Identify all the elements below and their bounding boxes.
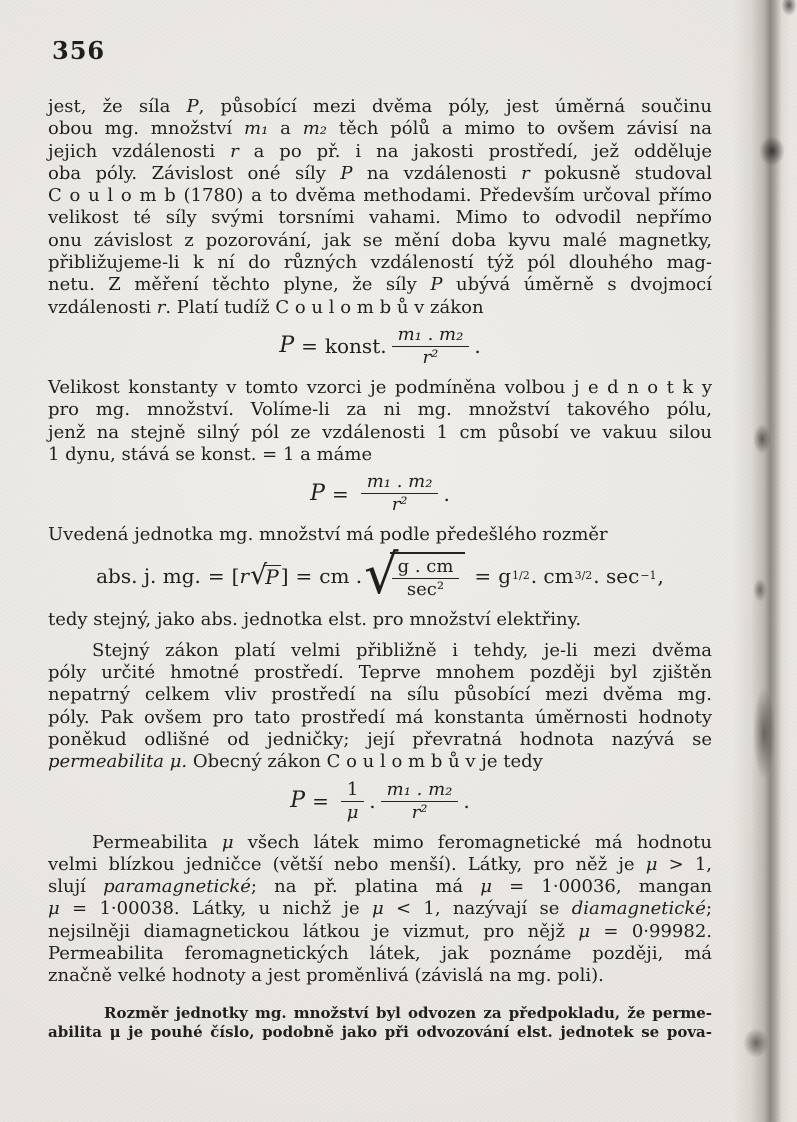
- cm-unit: . cm: [530, 564, 574, 589]
- text-segment: Permeabilita feromagnetických látek, jak poznáme později, má: [48, 943, 712, 965]
- abs-unit-label: abs. j. mg.: [96, 564, 201, 589]
- sqrt-radical: √ $\frac{g . cm}{\text{sec²}}$: [364, 552, 465, 600]
- text-segment: = 0·99982.: [590, 920, 712, 942]
- text-segment: abilita μ je pouhé číslo, podobně jako při odvozování elst. jednotek se pova-: [48, 1023, 712, 1042]
- text-line: [48, 252, 712, 274]
- text-line: [48, 684, 712, 706]
- text-line: [48, 185, 712, 207]
- text-segment: r: [230, 140, 239, 162]
- text-segment: netu. Z měření těchto plyne, že síly: [48, 274, 431, 296]
- math-fraction: $\frac{\text{m₁ . m₂}}{\text{r²}}$: [381, 780, 459, 823]
- text-segment: ubývá úměrně s dvojmocí: [442, 274, 712, 296]
- text-segment: diamagnetické: [571, 898, 706, 920]
- formula-coulomb-law-konst: [48, 325, 712, 368]
- text-line: [48, 751, 712, 773]
- text-line: [48, 854, 712, 876]
- text-segment: ;: [705, 898, 713, 920]
- text-line: [48, 943, 712, 965]
- period: .: [463, 788, 470, 813]
- text-line: [48, 207, 712, 229]
- text-line: [48, 832, 712, 854]
- text-line: [48, 377, 712, 399]
- text-line: [48, 141, 712, 163]
- text-segment: velikost té síly svými torsními vahami. Mimo to odvodil nepřímo: [48, 207, 712, 229]
- text-segment: slují: [48, 876, 104, 898]
- text-segment: a: [268, 118, 303, 140]
- text-segment: μ: [371, 898, 384, 920]
- text-segment: m₁: [244, 118, 269, 140]
- formula-unit-dimension: abs. j. mg. = [ r √ P ] = cm . √ $\frac{g . cm}{\text{sec²}}$ = g 1/2 . cm 3/2 . sec −1 ,: [96, 543, 664, 607]
- text-segment: Rozměr jednotky mg. množství byl odvozen za předpokladu, že perme-: [104, 1003, 712, 1022]
- text-segment: jenž na stejně silný pól ze vzdálenosti 1 cm působí ve vakuu silou: [48, 421, 712, 443]
- text-line: [48, 96, 712, 118]
- text-segment: μ: [578, 920, 591, 942]
- paragraph-permeability-values: [48, 832, 712, 988]
- text-segment: = 1·00038. Látky, u nichž je: [59, 898, 372, 920]
- text-segment: C o u l o m b (1780) a to dvěma methodami. Především určoval přímo: [48, 185, 712, 207]
- equals-sign: =: [474, 564, 492, 589]
- text-line: [48, 444, 712, 466]
- text-segment: μ: [645, 853, 658, 875]
- text-line: [48, 662, 712, 684]
- cm-factor: cm .: [319, 564, 363, 589]
- multiplication-dot: .: [369, 788, 376, 813]
- paragraph-dimension-note: [48, 609, 712, 631]
- text-line: [48, 297, 712, 319]
- text-segment: póly. Pak ovšem pro tato prostředí má konstanta úměrnosti hodnoty: [48, 706, 712, 728]
- text-segment: , působící mezi dvěma póly, jest úměrná součinu: [198, 96, 712, 117]
- r-symbol: r: [239, 564, 249, 589]
- gram-unit: g: [498, 564, 511, 589]
- math-fraction: $\frac{g . cm}{\text{sec²}}$: [392, 557, 460, 600]
- text-segment: r: [156, 296, 166, 318]
- text-line: [48, 729, 712, 751]
- text-segment: Obecný zákon C o u l o m b ů v je tedy: [187, 751, 543, 773]
- text-segment: vzdálenosti: [48, 296, 157, 318]
- force-symbol: P: [290, 787, 306, 813]
- text-segment: Uvedená jednotka mg. množství má podle předešlého rozměr: [48, 524, 608, 546]
- formula-general-coulomb-law: [48, 780, 712, 823]
- text-line: [48, 163, 712, 185]
- text-segment: poněkud odlišné od jedničky; její převratná hodnota nazývá se: [48, 728, 712, 750]
- force-symbol: P: [279, 333, 295, 359]
- text-line: [48, 1004, 712, 1024]
- paragraph-medium-influence: [48, 640, 712, 774]
- text-segment: P: [430, 274, 443, 296]
- text-segment: přibližujeme-li k ní do různých vzdáleností týž pól dlouhého mag-: [48, 252, 712, 274]
- text-segment: ; na př. platina má: [250, 876, 481, 898]
- sqrt-argument: P: [265, 564, 279, 589]
- text-line: [48, 274, 712, 296]
- text-segment: jest, že síla: [48, 96, 187, 117]
- text-segment: P: [340, 162, 353, 184]
- exponent: −1: [640, 569, 657, 583]
- text-segment: μ: [221, 831, 234, 853]
- equals-sign: =: [301, 334, 318, 359]
- text-segment: značně velké hodnoty a jest proměnlivá (závislá na mg. poli).: [48, 965, 604, 987]
- text-line: [48, 609, 712, 631]
- text-segment: a po př. i na jakosti prostředí, jež odděluje: [238, 140, 712, 162]
- text-segment: μ: [480, 876, 492, 898]
- sec-unit: . sec: [593, 564, 640, 589]
- text-line: [48, 1023, 712, 1043]
- math-fraction-one-over-mu: $\frac{1}{\mu}$: [341, 780, 364, 823]
- page-number: 356: [52, 36, 106, 65]
- text-segment: nejsilněji diamagnetickou látkou je vizmut, pro nějž: [48, 920, 579, 942]
- paragraph-unit-choice: [48, 377, 712, 466]
- radical-vinculum: [390, 552, 466, 600]
- text-segment: > 1,: [657, 853, 713, 875]
- text-segment: všech látek mimo feromagnetické má hodnotu: [233, 831, 712, 853]
- text-line: [48, 898, 712, 920]
- book-spine-crease: [733, 0, 797, 1122]
- text-segment: oba póly. Závislost oné síly: [48, 162, 341, 184]
- text-segment: onu závislost z pozorování, jak se mění doba kyvu malé magnetky,: [48, 229, 712, 251]
- equals-sign: =: [295, 564, 313, 589]
- text-segment: jejich vzdálenosti: [48, 140, 231, 162]
- text-segment: P: [186, 96, 199, 117]
- konst-label: konst.: [324, 334, 387, 359]
- text-segment: < 1, nazývají se: [383, 898, 572, 920]
- open-bracket: [: [231, 564, 240, 589]
- equals-sign: =: [207, 564, 225, 589]
- period: .: [443, 481, 450, 506]
- text-segment: tedy stejný, jako abs. jednotka elst. pro množství elektřiny.: [48, 609, 582, 631]
- text-line: [48, 707, 712, 729]
- text-segment: těch pólů a mimo to ovšem závisí na: [327, 118, 712, 140]
- text-segment: Velikost konstanty v tomto vzorci je podmíněna volbou j e d n o t k y: [48, 376, 712, 398]
- equals-sign: =: [312, 788, 329, 813]
- text-line: [48, 640, 712, 662]
- text-segment: obou mg. množství: [48, 118, 245, 140]
- paragraph-footnote-petit: [48, 1004, 712, 1043]
- math-fraction: $\frac{\text{m₁ . m₂}}{\text{r²}}$: [361, 472, 439, 515]
- text-segment: r: [521, 162, 530, 184]
- exponent: 3/2: [574, 569, 593, 583]
- exponent: 1/2: [512, 569, 530, 583]
- text-line: [48, 422, 712, 444]
- text-segment: paramagnetické: [103, 876, 251, 898]
- equals-sign: =: [331, 481, 349, 506]
- text-segment: 1 dynu, stává se konst. = 1 a máme: [48, 443, 373, 465]
- text-segment: m₂: [302, 118, 328, 140]
- period: .: [474, 334, 481, 359]
- text-segment: pro mg. množství. Volíme-li za ni mg. množství takového pólu,: [48, 399, 712, 421]
- text-line: [48, 876, 712, 898]
- force-symbol: P: [310, 480, 325, 506]
- page-text-column: [48, 34, 712, 1043]
- text-line: [48, 965, 712, 987]
- text-line: [48, 921, 712, 943]
- paragraph-intro: [48, 96, 712, 319]
- text-segment: μ: [48, 898, 60, 920]
- text-segment: na vzdálenosti: [352, 162, 522, 184]
- text-line: [48, 230, 712, 252]
- text-segment: velmi blízkou jedničce (větší nebo menší). Látky, pro něž je: [48, 853, 646, 875]
- text-segment: Permeabilita: [92, 831, 222, 853]
- text-segment: permeabilita μ.: [48, 751, 188, 773]
- text-segment: = 1·00036, mangan: [491, 876, 712, 898]
- close-bracket: ]: [280, 564, 289, 589]
- text-line: [48, 118, 712, 140]
- formula-coulomb-law-unit: [48, 472, 712, 515]
- text-line: [48, 399, 712, 421]
- text-segment: pokusně studoval: [529, 162, 712, 184]
- comma: ,: [657, 564, 664, 589]
- math-fraction: $\frac{\text{m₁ . m₂}}{\text{r²}}$: [392, 325, 470, 368]
- text-segment: nepatrný celkem vliv prostředí na sílu působící mezi dvěma mg.: [48, 684, 712, 706]
- text-segment: póly určité hmotné prostředí. Teprve mnohem později byl zjištěn: [48, 662, 712, 684]
- text-segment: Stejný zákon platí velmi přibližně i tehdy, je-li mezi dvěma: [92, 639, 712, 661]
- text-segment: . Platí tudíž C o u l o m b ů v zákon: [165, 296, 484, 318]
